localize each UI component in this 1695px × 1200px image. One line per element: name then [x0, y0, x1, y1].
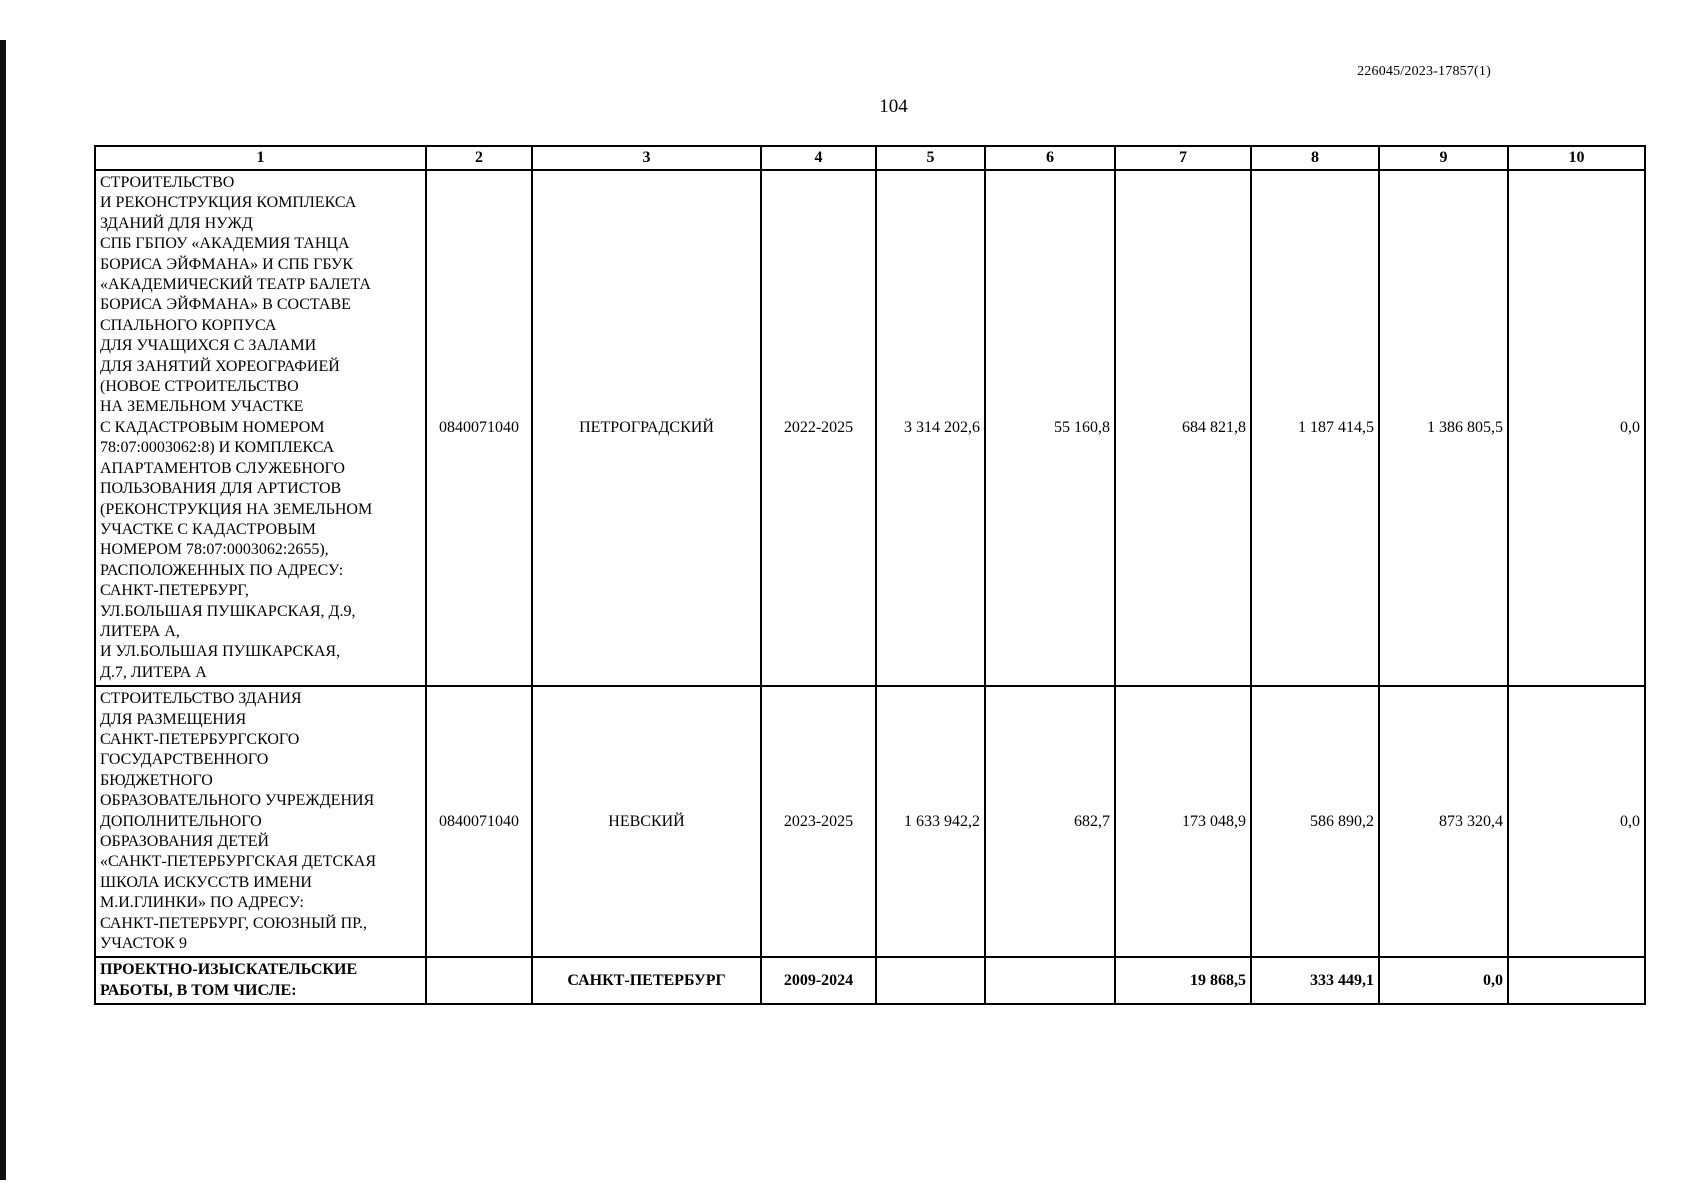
district-cell: САНКТ-ПЕТЕРБУРГ [532, 957, 761, 1004]
column-header-5: 5 [876, 146, 985, 170]
col8-cell: 586 890,2 [1251, 686, 1379, 957]
period-cell: 2023-2025 [761, 686, 876, 957]
column-header-10: 10 [1508, 146, 1645, 170]
col6-cell: 682,7 [985, 686, 1115, 957]
table-row [95, 957, 1645, 1004]
table-header-row [95, 146, 1645, 170]
column-header-4: 4 [761, 146, 876, 170]
code-cell: 0840071040 [426, 686, 532, 957]
period-cell: 2009-2024 [761, 957, 876, 1004]
col5-cell: 3 314 202,6 [876, 170, 985, 686]
code-cell [426, 957, 532, 1004]
col10-cell [1508, 957, 1645, 1004]
object-name-cell: ПРОЕКТНО-ИЗЫСКАТЕЛЬСКИЕ РАБОТЫ, В ТОМ ЧИСЛЕ: [95, 957, 426, 1004]
code-cell: 0840071040 [426, 170, 532, 686]
column-header-3: 3 [532, 146, 761, 170]
col7-cell: 19 868,5 [1115, 957, 1251, 1004]
col5-cell [876, 957, 985, 1004]
col5-cell: 1 633 942,2 [876, 686, 985, 957]
column-header-2: 2 [426, 146, 532, 170]
object-name-cell: СТРОИТЕЛЬСТВО И РЕКОНСТРУКЦИЯ КОМПЛЕКСА ЗДАНИЙ ДЛЯ НУЖД СПБ ГБПОУ «АКАДЕМИЯ ТАНЦА БОРИСА ЭЙФМАНА» И СПБ ГБУК «АКАДЕМИЧЕСКИЙ ТЕАТР БАЛЕТА БОРИСА ЭЙФМАНА» В СОСТАВЕ СПАЛЬНОГО КОРПУСА ДЛЯ УЧАЩИХСЯ С ЗАЛАМИ ДЛЯ ЗАНЯТИЙ ХОРЕОГРАФИЕЙ (НОВОЕ СТРОИТЕЛЬСТВО НА ЗЕМЕЛЬНОМ УЧАСТКЕ С КАДАСТРОВЫМ НОМЕРОМ 78:07:0003062:8) И КОМПЛЕКСА АПАРТАМЕНТОВ СЛУЖЕБНОГО ПОЛЬЗОВАНИЯ ДЛЯ АРТИСТОВ (РЕКОНСТРУКЦИЯ НА ЗЕМЕЛЬНОМ УЧАСТКЕ С КАДАСТРОВЫМ НОМЕРОМ 78:07:0003062:2655), РАСПОЛОЖЕННЫХ ПО АДРЕСУ: САНКТ-ПЕТЕРБУРГ, УЛ.БОЛЬШАЯ ПУШКАРСКАЯ, Д.9, ЛИТЕРА А, И УЛ.БОЛЬШАЯ ПУШКАРСКАЯ, Д.7, ЛИТЕРА А [95, 170, 426, 686]
col9-cell: 873 320,4 [1379, 686, 1508, 957]
table-row [95, 170, 1645, 686]
scan-edge-mark [0, 40, 6, 1180]
col6-cell: 55 160,8 [985, 170, 1115, 686]
district-cell: ПЕТРОГРАДСКИЙ [532, 170, 761, 686]
col10-cell: 0,0 [1508, 170, 1645, 686]
column-header-9: 9 [1379, 146, 1508, 170]
col10-cell: 0,0 [1508, 686, 1645, 957]
period-cell: 2022-2025 [761, 170, 876, 686]
col9-cell: 0,0 [1379, 957, 1508, 1004]
document-number: 226045/2023-17857(1) [1357, 64, 1491, 79]
col8-cell: 333 449,1 [1251, 957, 1379, 1004]
column-header-8: 8 [1251, 146, 1379, 170]
column-header-1: 1 [95, 146, 426, 170]
col9-cell: 1 386 805,5 [1379, 170, 1508, 686]
column-header-7: 7 [1115, 146, 1251, 170]
district-cell: НЕВСКИЙ [532, 686, 761, 957]
col7-cell: 684 821,8 [1115, 170, 1251, 686]
page-number: 104 [879, 96, 908, 117]
budget-table [94, 145, 1646, 1005]
col7-cell: 173 048,9 [1115, 686, 1251, 957]
column-header-6: 6 [985, 146, 1115, 170]
col8-cell: 1 187 414,5 [1251, 170, 1379, 686]
col6-cell [985, 957, 1115, 1004]
table-row [95, 686, 1645, 957]
object-name-cell: СТРОИТЕЛЬСТВО ЗДАНИЯ ДЛЯ РАЗМЕЩЕНИЯ САНКТ-ПЕТЕРБУРГСКОГО ГОСУДАРСТВЕННОГО БЮДЖЕТНОГО ОБРАЗОВАТЕЛЬНОГО УЧРЕЖДЕНИЯ ДОПОЛНИТЕЛЬНОГО ОБРАЗОВАНИЯ ДЕТЕЙ «САНКТ-ПЕТЕРБУРГСКАЯ ДЕТСКАЯ ШКОЛА ИСКУССТВ ИМЕНИ М.И.ГЛИНКИ» ПО АДРЕСУ: САНКТ-ПЕТЕРБУРГ, СОЮЗНЫЙ ПР., УЧАСТОК 9 [95, 686, 426, 957]
